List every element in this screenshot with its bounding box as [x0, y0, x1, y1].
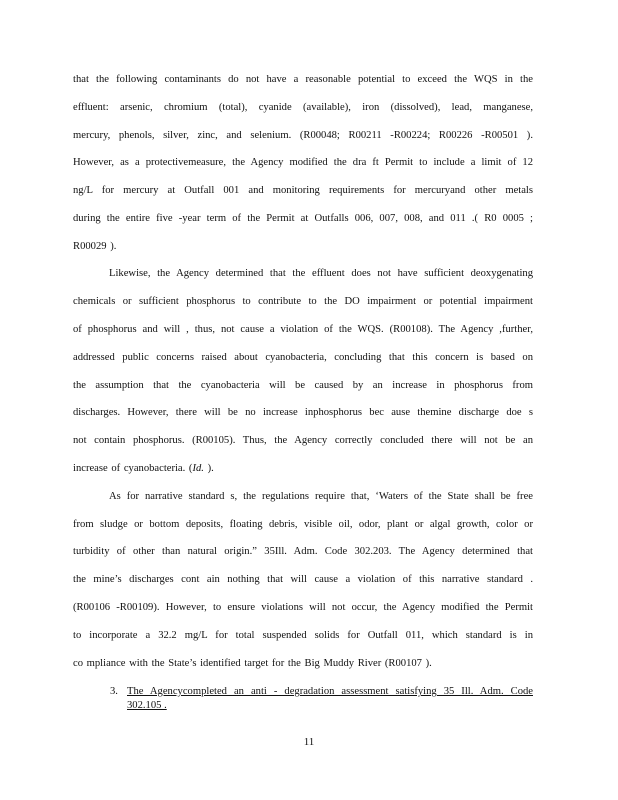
body-text-line: of phosphorus and will , thus, not cause a violation of the WQS. (R00108). The Agency ,further, [73, 324, 533, 335]
body-text-line: effluent: arsenic, chromium (total), cyanide (available), iron (dissolved), lead, manganese, [73, 102, 533, 113]
body-text-line: addressed public concerns raised about cyanobacteria, concluding that this concern is based on [73, 352, 533, 363]
body-text-line: discharges. However, there will be no increase inphosphorus bec ause themine discharge doe s [73, 407, 533, 418]
body-text-line: that the following contaminants do not have a reasonable potential to exceed the WQS in the [73, 74, 533, 85]
body-text-line: turbidity of other than natural origin.” 35Ill. Adm. Code 302.203. The Agency determined that [73, 546, 533, 557]
body-text-line: the assumption that the cyanobacteria will be caused by an increase in phosphorus from [73, 380, 533, 391]
body-text-line: increase of cyanobacteria. (Id. ). [73, 463, 214, 474]
body-text-line: (R00106 -R00109). However, to ensure violations will not occur, the Agency modified the Permit [73, 602, 533, 613]
body-text-line: mercury, phenols, silver, zinc, and selenium. (R00048; R00211 -R00224; R00226 -R00501 ). [73, 130, 533, 141]
section-heading-number: 3. [110, 686, 118, 697]
section-heading-continued: 302.105 . [127, 700, 167, 711]
body-text-line: co mpliance with the State’s identified target for the Big Muddy River (R00107 ). [73, 658, 432, 669]
body-text-line: chemicals or sufficient phosphorus to contribute to the DO impairment or potential impairment [73, 296, 533, 307]
body-text-line: the mine’s discharges cont ain nothing that will cause a violation of this narrative standard . [73, 574, 533, 585]
body-text-line: However, as a protectivemeasure, the Agency modified the dra ft Permit to include a limit of 12 [73, 157, 533, 168]
body-text-line: not contain phosphorus. (R00105). Thus, the Agency correctly concluded there will not be an [73, 435, 533, 446]
body-text-line: R00029 ). [73, 241, 117, 252]
paragraph-first-line: Likewise, the Agency determined that the effluent does not have sufficient deoxygenating [109, 268, 533, 279]
paragraph-first-line: As for narrative standard s, the regulations require that, ‘Waters of the State shall be free [109, 491, 533, 502]
body-text-line: to incorporate a 32.2 mg/L for total suspended solids for Outfall 011, which standard is in [73, 630, 533, 641]
body-text-line: ng/L for mercury at Outfall 001 and monitoring requirements for mercuryand other metals [73, 185, 533, 196]
section-heading: The Agencycompleted an anti - degradation assessment satisfying 35 Ill. Adm. Code [127, 686, 533, 697]
page-number: 11 [303, 736, 315, 748]
body-text-line: from sludge or bottom deposits, floating debris, visible oil, odor, plant or algal growth, color or [73, 519, 533, 530]
body-text-line: during the entire five -year term of the Permit at Outfalls 006, 007, 008, and 011 .( R0 0005 ; [73, 213, 533, 224]
